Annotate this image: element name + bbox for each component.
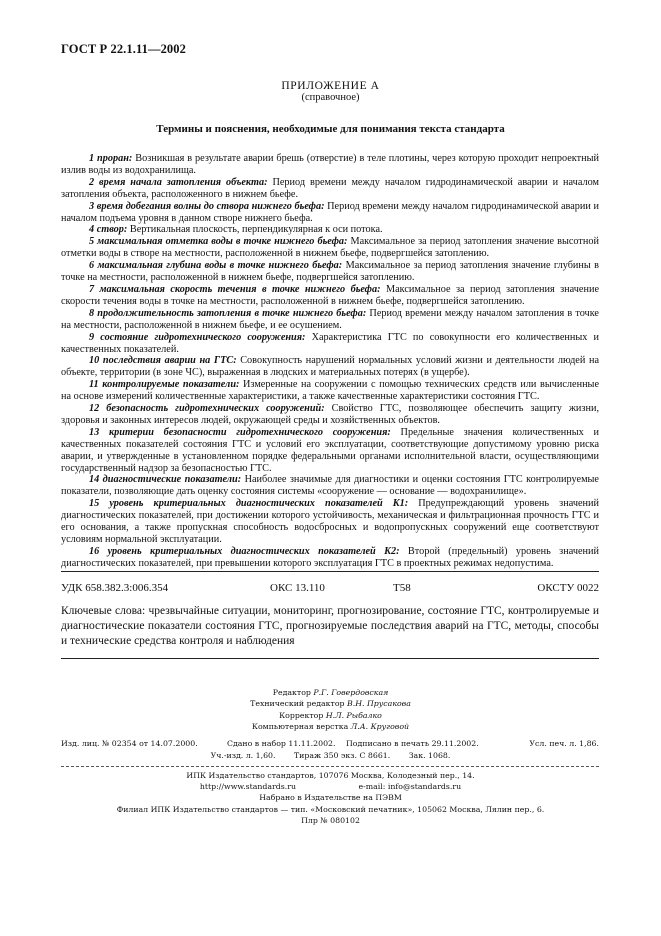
t-code: Т58 [393, 582, 411, 594]
divider-dashed [61, 766, 599, 767]
term-item [61, 201, 599, 225]
term-definition: Совокупность нарушений нормальных условий жизни и деятельности людей на объекте, территории (в зоне ЧС), выраженная в людских и материальных потерях (в ущербе). [61, 355, 599, 379]
term-name: 14 диагностические показатели: [89, 474, 242, 486]
term-item [61, 332, 599, 356]
term-name: 10 последствия аварии на ГТС: [89, 355, 237, 367]
term-item [61, 355, 599, 379]
term-definition: Возникшая в результате аварии брешь (отверстие) в теле плотины, через которую проходит непроектный излив воды из водохранилища. [61, 153, 599, 176]
term-definition: Максимальное за период затопления значение глубины в точке на местности, расположенной в нижнем бьефе, подвергшейся затоплению. [61, 260, 600, 284]
credit-role: Редактор [272, 688, 311, 697]
term-definition: Период времени между началом гидродинамической аварии и началом затопления объекта, расположенного в нижнем бьефе. [61, 176, 599, 200]
term-name: 4 створ: [89, 224, 128, 236]
publisher-website[interactable]: http://www.standards.ru [199, 782, 296, 792]
term-item [61, 546, 599, 570]
term-item [61, 236, 599, 260]
appendix-title: ПРИЛОЖЕНИЕ А [281, 80, 380, 92]
term-definition: Вертикальная плоскость, перпендикулярная к оси потока. [127, 224, 383, 236]
term-name: 12 безопасность гидротехнических сооружений: [89, 403, 325, 415]
typeset-note: Набрано в Издательстве на ПЭВМ [259, 793, 402, 803]
term-name: 8 продолжительность затопления в точке нижнего бьефа: [89, 307, 367, 319]
sent-to-set: Сдано в набор 11.11.2002. [227, 739, 336, 748]
branch-address: Филиал ИПК Издательство стандартов — тип. «Московский печатник», 105062 Москва, Лялин пер., 6. [116, 804, 545, 814]
term-definition: Предупреждающий уровень значений диагностических показателей, при достижении которого устойчивость, механическая и фильтрационная прочность ГТС и его основания, а также пропускная способность водосбросных и водопропускных сооружений еще соответствуют условиям нормальной эксплуатации. [61, 498, 599, 545]
term-definition: Наиболее значимые для диагностики и оценки состояния ГТС контролируемые показатели, позволяющие дать оценку состояния системы «сооружение — основание — водохранилище». [61, 474, 599, 498]
term-definition: Максимальное за период затопления значение высотной отметки воды в створе на местности, расположенной в нижнем бьефе, подвергшейся затоплению. [61, 236, 599, 260]
oks-code: ОКС 13.110 [270, 582, 325, 594]
term-item [61, 474, 599, 498]
term-name: 15 уровень критериальных диагностических показателей K1: [89, 498, 409, 510]
credit-line [0, 721, 661, 732]
okstu-code: ОКСТУ 0022 [537, 582, 599, 594]
credit-person: В.Н. Прусакова [347, 699, 411, 709]
term-name: 6 максимальная глубина воды в точке нижнего бьефа: [89, 260, 343, 272]
term-definition: Максимальное за период затопления значение скорости течения воды в точке на местности, расположенной в нижнем бьефе, подвергшейся затоплению. [61, 283, 599, 307]
credit-person: Р.Г. Говердовская [313, 688, 389, 697]
term-name: 1 проран: [89, 153, 133, 164]
credit-person: Л.А. Круговой [350, 721, 410, 731]
term-item [61, 224, 599, 236]
term-definition: Характеристика ГТС по совокупности его количественных и качественных показателей. [61, 331, 599, 355]
term-definition: Свойство ГТС, позволяющее обеспечить защиту жизни, здоровья и законных интересов людей, окружающей среды и хозяйственных объектов. [61, 403, 600, 426]
term-item [61, 308, 599, 332]
term-name: 2 время начала затопления объекта: [89, 176, 268, 188]
signed-to-print: Подписано в печать 29.11.2002. [346, 739, 479, 748]
order-number: Зак. 1068. [408, 751, 451, 760]
publisher-contacts [0, 781, 661, 792]
term-name: 9 состояние гидротехнического сооружения: [89, 331, 306, 343]
term-definition: Измеренные на сооружении с помощью технических средств или вычисленные на основе измерений количественные характеристики, а также качественные характеристики состояния ГТС. [61, 379, 599, 403]
terms-list [61, 153, 599, 570]
term-item [61, 379, 599, 403]
publ-sheets: Уч.-изд. л. 1,60. [210, 751, 276, 760]
term-name: 7 максимальная скорость течения в точке нижнего бьефа: [89, 283, 381, 295]
circulation: Тираж 350 экз. С 8661. [293, 751, 391, 760]
credit-line [0, 687, 661, 698]
term-item [61, 498, 599, 546]
term-definition: Период времени между началом затопления в точке на местности, расположенной в нижнем бьефе, и ее осушением. [61, 307, 599, 331]
term-definition: Второй (предельный) уровень значений диагностических показателей, при превышении которого эксплуатация ГТС в проектных режимах недопустима. [61, 545, 599, 569]
term-item [61, 153, 599, 177]
term-item [61, 260, 599, 284]
credit-line [0, 710, 661, 721]
keywords: Ключевые слова: чрезвычайные ситуации, мониторинг, прогнозирование, состояние ГТС, контролируемые и диагностические показатели состояния ГТС, прогнозируемые последствия аварий на ГТС, методы, способы и технические средства контроля и наблюдения [61, 605, 599, 647]
credit-person: Н.Л. Рыбалко [325, 710, 382, 720]
publication-row-2 [0, 751, 661, 760]
term-name: 5 максимальная отметка воды в точке нижнего бьефа: [89, 236, 348, 248]
standard-code: ГОСТ Р 22.1.11—2002 [61, 42, 186, 56]
term-name: 3 время добегания волны до створа нижнего бьефа: [89, 200, 325, 212]
publisher-address: ИПК Издательство стандартов, 107076 Москва, Колодезный пер., 14. [186, 771, 475, 780]
credit-role: Технический редактор [250, 699, 345, 709]
publisher-block [0, 770, 661, 826]
term-name: 11 контролируемые показатели: [89, 379, 240, 391]
udk-code: УДК 658.382.3:006.354 [61, 582, 169, 594]
divider-keywords [61, 658, 599, 659]
term-name: 16 уровень критериальных диагностических показателей K2: [89, 545, 400, 557]
divider-top [61, 571, 599, 572]
credits-block [0, 687, 661, 732]
credit-role: Компьютерная верстка [251, 721, 349, 731]
term-definition: Предельные значения количественных и качественных показателей состояния ГТС и условий его эксплуатации, соответствующие допустимому уровню риска аварии, и утвержденные в установленном порядке федеральными органами исполнительной власти, осуществляющими государственный надзор за безопасностью ГТС. [61, 426, 599, 474]
appendix-subtitle: (справочное) [301, 92, 360, 103]
term-item [61, 427, 599, 475]
credit-role: Корректор [279, 710, 324, 720]
publisher-email[interactable]: e-mail: info@standards.ru [358, 782, 462, 792]
term-item [61, 177, 599, 201]
section-title: Термины и пояснения, необходимые для понимания текста стандарта [156, 123, 505, 135]
plr-number: Плр № 080102 [301, 815, 360, 825]
term-name: 13 критерии безопасности гидротехнического сооружения: [89, 426, 391, 438]
term-item [61, 403, 599, 427]
credit-line [0, 698, 661, 709]
term-item [61, 284, 599, 308]
term-definition: Период времени между началом гидродинамической аварии и началом подъема уровня в данном створе нижнего бьефа. [61, 200, 599, 224]
print-sheets: Усл. печ. л. 1,86. [529, 739, 599, 748]
license-info: Изд. лиц. № 02354 от 14.07.2000. [61, 739, 198, 748]
